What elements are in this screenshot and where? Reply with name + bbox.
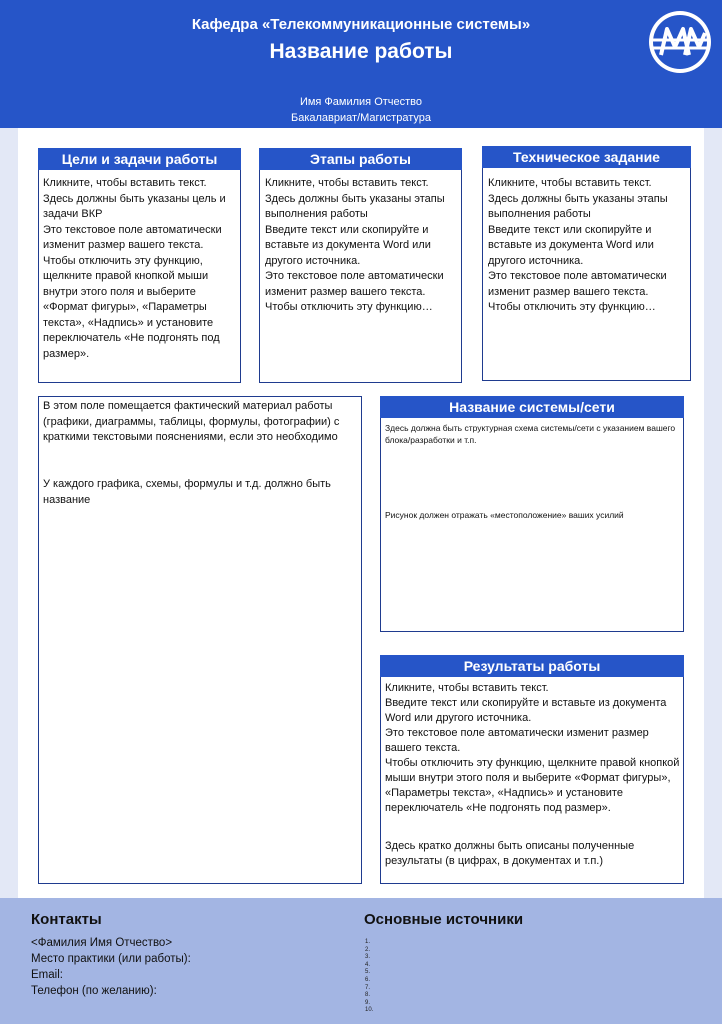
- source-item[interactable]: 6.: [365, 976, 371, 983]
- source-item[interactable]: 8.: [365, 992, 371, 999]
- source-item[interactable]: 4.: [365, 961, 371, 968]
- sources-heading: Основные источники: [364, 911, 524, 928]
- results-summary[interactable]: Здесь кратко должны быть описаны полученные результаты (в цифрах, в документах и т.п.): [385, 840, 635, 867]
- source-item[interactable]: 1.: [365, 939, 371, 945]
- results-text[interactable]: Кликните, чтобы вставить текст. Введите текст или скопируйте и вставьте из документа Word или другого источника. Это текстовое поле автоматически изменит размер вашего текста. Чтобы отключить эту функцию, щелкните правой кнопкой мыши внутри этого поля и выберите «Формат фигуры», «Параметры текста», «Надпись» и установите переключатель «Не подгонять под размер».: [385, 682, 680, 814]
- goals-heading: Цели и задачи работы: [38, 148, 241, 170]
- material-panel[interactable]: [38, 396, 362, 884]
- source-item[interactable]: 7.: [365, 984, 371, 991]
- spec-heading: Техническое задание: [482, 146, 691, 168]
- right-margin-strip: [704, 128, 722, 898]
- university-logo-icon: [647, 9, 713, 75]
- system-figure-note[interactable]: Рисунок должен отражать «местоположение» ваших усилий: [385, 510, 624, 520]
- degree-level: Бакалавриат/Магистратура: [291, 112, 431, 124]
- contact-name[interactable]: <Фамилия Имя Отчество>: [31, 937, 173, 949]
- system-text[interactable]: Здесь должна быть структурная схема системы/сети с указанием вашего блока/разработки и т.п.: [385, 423, 676, 445]
- results-heading: Результаты работы: [380, 655, 684, 677]
- system-heading: Название системы/сети: [380, 396, 684, 418]
- contacts-heading: Контакты: [31, 911, 102, 928]
- source-item[interactable]: 5.: [365, 969, 371, 976]
- contact-place[interactable]: Место практики (или работы):: [31, 953, 191, 965]
- source-item[interactable]: 3.: [365, 954, 371, 961]
- contact-email[interactable]: Email:: [31, 969, 63, 981]
- source-item[interactable]: 2.: [365, 946, 371, 953]
- source-item[interactable]: 9.: [365, 999, 371, 1006]
- department-name: Кафедра «Телекоммуникационные системы»: [191, 16, 531, 33]
- contact-phone[interactable]: Телефон (по желанию):: [31, 985, 157, 997]
- stages-heading: Этапы работы: [259, 148, 462, 170]
- source-item[interactable]: 10.: [365, 1007, 374, 1014]
- left-margin-strip: [0, 128, 18, 898]
- material-text-naming[interactable]: У каждого графика, схемы, формулы и т.д. должно быть название: [43, 478, 331, 506]
- sources-list[interactable]: [365, 939, 373, 1015]
- goals-text[interactable]: Кликните, чтобы вставить текст. Здесь должны быть указаны цель и задачи ВКР Это текстовое поле автоматически изменит размер вашего текста. Чтобы отключить эту функцию, щелкните правой кнопкой мыши внутри этого поля и выберите «Формат фигуры», «Параметры текста», «Надпись» и установите переключатель «Не подгонять под размер».: [43, 177, 226, 360]
- poster-title: Название работы: [269, 40, 453, 63]
- spec-text[interactable]: Кликните, чтобы вставить текст. Здесь должны быть указаны этапы выполнения работы Введите текст или скопируйте и вставьте из документа Word или другого источника. Это текстовое поле автоматически изменит размер вашего текста. Чтобы отключить эту функцию…: [488, 177, 668, 313]
- author-name: Имя Фамилия Отчество: [299, 96, 423, 108]
- header-banner: [0, 0, 722, 128]
- material-text[interactable]: В этом поле помещается фактический материал работы (графики, диаграммы, таблицы, формулы, фотографии) с краткими текстовыми пояснениями, если это необходимо: [43, 400, 340, 443]
- stages-text[interactable]: Кликните, чтобы вставить текст. Здесь должны быть указаны этапы выполнения работы Введите текст или скопируйте и вставьте из документа Word или другого источника. Это текстовое поле автоматически изменит размер вашего текста. Чтобы отключить эту функцию…: [265, 177, 445, 313]
